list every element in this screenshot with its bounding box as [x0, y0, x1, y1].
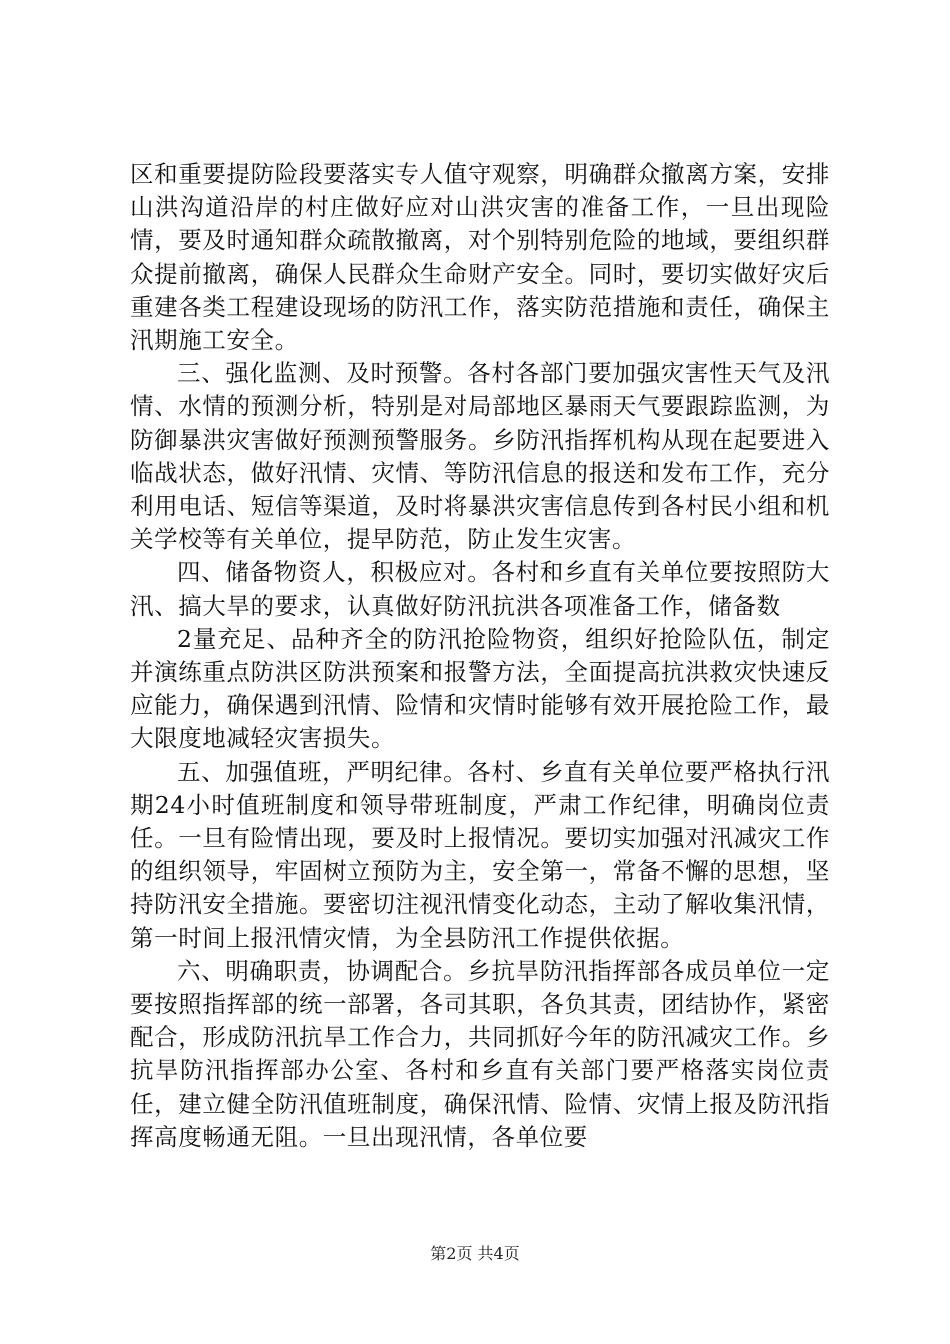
page-footer: 第2页 共4页	[430, 1244, 520, 1263]
document-body	[130, 158, 830, 1154]
paragraph-section-3: 三、强化监测、及时预警。各村各部门要加强灾害性天气及汛情、水情的预测分析，特别是对局部地区暴雨天气要跟踪监测，为防御暴洪灾害做好预测预警服务。乡防汛指挥机构从现在起要进入临战状态，做好汛情、灾情、等防汛信息的报送和发布工作，充分利用电话、短信等渠道，及时将暴洪灾害信息传到各村民小组和机关学校等有关单位，提早防范，防止发生灾害。	[130, 359, 830, 554]
paragraph-section-4-continued: 2量充足、品种齐全的防汛抢险物资，组织好抢险队伍，制定并演练重点防洪区防洪预案和报警方法，全面提高抗洪救灾快速反应能力，确保遇到汛情、险情和灾情时能够有效开展抢险工作，最大限度地减轻灾害损失。	[130, 624, 830, 753]
paragraph-section-6: 六、明确职责，协调配合。乡抗旱防汛指挥部各成员单位一定要按照指挥部的统一部署，各司其职，各负其责，团结协作，紧密配合，形成防汛抗旱工作合力，共同抓好今年的防汛减灾工作。乡抗旱防汛指挥部办公室、各村和乡直有关部门要严格落实岗位责任，建立健全防汛值班制度，确保汛情、险情、灾情上报及防汛指挥高度畅通无阻。一旦出现汛情，各单位要	[130, 956, 830, 1151]
paragraph-section-5: 五、加强值班，严明纪律。各村、乡直有关单位要严格执行汛期24小时值班制度和领导带班制度，严肃工作纪律，明确岗位责任。一旦有险情出现，要及时上报情况。要切实加强对汛减灾工作的组织领导，牢固树立预防为主，安全第一，常备不懈的思想，坚持防汛安全措施。要密切注视汛情变化动态，主动了解收集汛情，第一时间上报汛情灾情，为全县防汛工作提供依据。	[130, 757, 830, 952]
paragraph-section-4: 四、储备物资人，积极应对。各村和乡直有关单位要按照防大汛、搞大旱的要求，认真做好防汛抗洪各项准备工作，储备数	[130, 558, 830, 620]
paragraph-continuation: 区和重要提防险段要落实专人值守观察，明确群众撤离方案，安排山洪沟道沿岸的村庄做好应对山洪灾害的准备工作，一旦出现险情，要及时通知群众疏散撤离，对个别特别危险的地域，要组织群众提前撤离，确保人民群众生命财产安全。同时，要切实做好灾后重建各类工程建设现场的防汛工作，落实防范措施和责任，确保主汛期施工安全。	[130, 160, 830, 355]
